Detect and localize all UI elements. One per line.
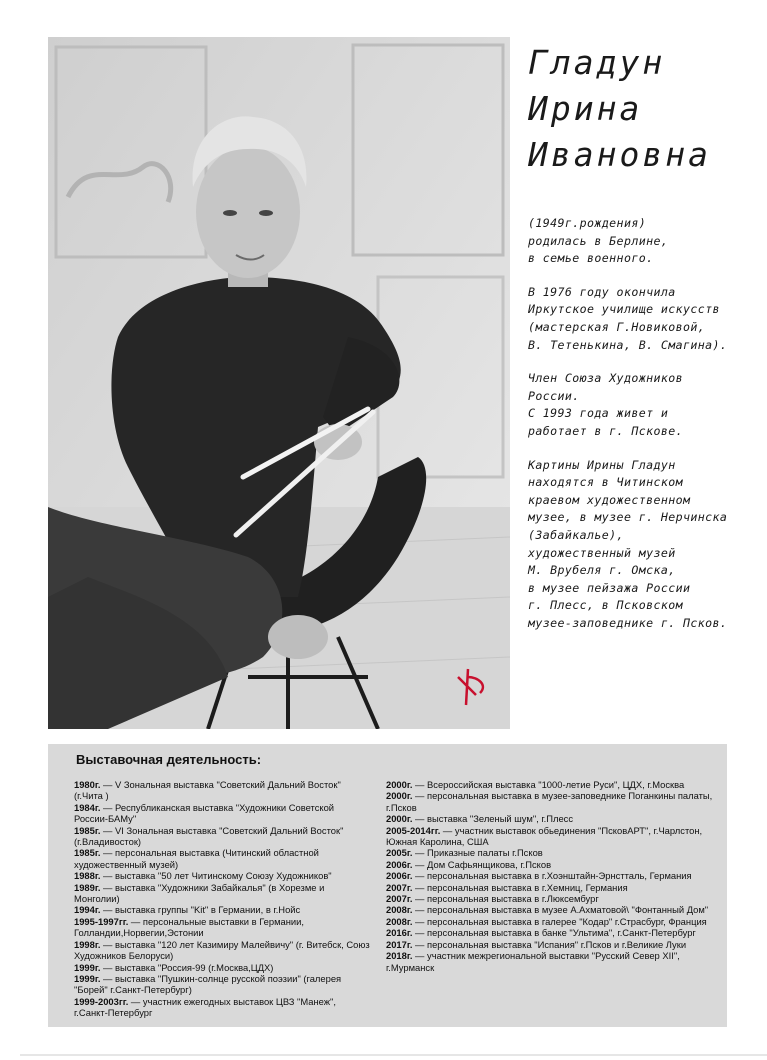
exhibition-entry [74, 973, 370, 996]
exhibition-entry [74, 939, 370, 962]
exhibition-year: 2000г. [386, 790, 413, 802]
bio-membership: Член Союза Художников России. С 1993 года живет и работает в г. Пскове. [528, 371, 683, 438]
exhibition-text: — выставка "120 лет Казимиру Малейвичу" (г. Витебск, Союз Художников Белоруси) [74, 938, 370, 962]
exhibitions-right-column [386, 779, 716, 973]
exhibition-text: — персональные выставки в Германии, Голландии,Норвегии,Эстонии [74, 915, 304, 939]
exhibition-text: — Дом Сафьянщикова, г.Псков [412, 858, 552, 870]
page-bottom-divider [20, 1054, 767, 1056]
exhibition-text: — Приказные палаты г.Псков [412, 847, 543, 859]
exhibition-text: — персональная выставка в г.Люксембург [412, 893, 599, 905]
exhibition-text: — выставка "Художники Забайкалья" (в Хорезме и Монголии) [74, 881, 325, 905]
exhibition-entry [386, 916, 716, 927]
exhibition-year: 2017г. [386, 938, 413, 950]
exhibition-entry [74, 962, 370, 973]
exhibition-text: — VI Зональная выставка "Советский Дальний Восток" (г.Владивосток) [74, 824, 344, 848]
exhibition-text: — Республиканская выставка "Художники Советской России-БАМу" [74, 801, 335, 825]
exhibition-text: — выставка "Пушкин-солнце русской поэзии" (галерея "Борей" г.Санкт-Петербург) [74, 972, 342, 996]
exhibition-entry [74, 916, 370, 939]
exhibition-text: — персональная выставка в г.Хоэнштайн-Эрнстталь, Германия [412, 870, 692, 882]
exhibition-entry [386, 870, 716, 881]
exhibition-year: 1999г. [74, 972, 101, 984]
exhibition-text: — участник выставок обьединения "ПсковАРТ", г.Чарлстон, Южная Каролина, США [386, 824, 703, 848]
exhibition-text: — персональная выставка "Испания" г.Псков и г.Великие Луки [412, 938, 687, 950]
exhibition-year: 1980г. [74, 779, 101, 790]
exhibition-entry [386, 779, 716, 790]
exhibition-entry [386, 950, 716, 973]
bio-birth: (1949г.рождения) родилась в Берлине, в семье военного. [528, 216, 669, 266]
exhibition-year: 2006г. [386, 858, 413, 870]
exhibition-text: — Всероссийская выставка "1000-летие Руси", ЦДХ, г.Москва [412, 779, 685, 790]
exhibitions-panel [48, 744, 727, 1027]
name-line-first: Ирина [528, 89, 643, 128]
exhibition-year: 2000г. [386, 779, 413, 790]
exhibition-year: 1989г. [74, 881, 101, 893]
exhibition-year: 1984г. [74, 801, 101, 813]
exhibition-year: 2007г. [386, 893, 413, 905]
exhibition-entry [386, 847, 716, 858]
exhibition-text: — участник межрегиональной выставки "Русский Север XII", г.Мурманск [386, 950, 680, 973]
exhibition-entry [74, 847, 370, 870]
exhibition-entry [74, 825, 370, 848]
exhibition-year: 1999-2003гг. [74, 995, 129, 1007]
exhibition-year: 2008г. [386, 915, 413, 927]
exhibition-text: — персональная выставка (Читинский областной художественный музей) [74, 847, 319, 870]
exhibition-year: 1998г. [74, 938, 101, 950]
bio-collections: Картины Ирины Гладун находятся в Читинском краевом художественном музее, в музее г. Нерчинска (Забайкалье), художественный музей М. Врубеля г. Омска, в музее пейзажа России г. Плесс, в Псковском музее-заповеднике г. Псков. [528, 457, 728, 630]
exhibition-entry [74, 904, 370, 915]
exhibition-year: 1988г. [74, 870, 101, 882]
exhibition-entry [386, 882, 716, 893]
exhibition-text: — выставка "Россия-99 (г.Москва,ЦДХ) [100, 961, 274, 973]
name-line-patronymic: Ивановна [528, 135, 711, 174]
exhibition-entry [74, 802, 370, 825]
exhibition-entry [74, 882, 370, 905]
exhibition-year: 2006г. [386, 870, 413, 882]
exhibition-entry [386, 939, 716, 950]
bio-education: В 1976 году окончила Иркутское училище искусств (мастерская Г.Новиковой, В. Тетенькина, В. Смагина). [528, 284, 728, 352]
exhibitions-title: Выставочная деятельность: [76, 752, 262, 767]
exhibition-entry [386, 813, 716, 824]
exhibition-entry [74, 996, 370, 1019]
exhibition-text: — персональная выставка в галерее "Кодар" г.Страсбург, Франция [412, 915, 707, 927]
exhibitions-left-column [74, 779, 370, 1019]
exhibition-text: — V Зональная выставка "Советский Дальний Восток" (г.Чита ) [74, 779, 341, 802]
exhibition-text: — персональная выставка в музее-заповеднике Поганкины палаты, г.Псков [386, 790, 713, 813]
exhibition-year: 1994г. [74, 904, 101, 916]
exhibition-text: — выставка "Зеленый шум", г.Плесс [412, 813, 574, 825]
exhibition-text: — персональная выставка в г.Хемниц, Германия [412, 881, 628, 893]
name-line-surname: Гладун [528, 43, 666, 82]
exhibition-year: 2005-2014гг. [386, 824, 441, 836]
exhibition-text: — выставка группы "Kit" в Германии, в г.Нойс [100, 904, 301, 916]
exhibition-year: 2005г. [386, 847, 413, 859]
exhibition-entry [386, 904, 716, 915]
exhibition-year: 1999г. [74, 961, 101, 973]
exhibition-entry [74, 779, 370, 802]
exhibition-year: 2007г. [386, 881, 413, 893]
portrait-photo [48, 37, 510, 729]
exhibition-entry [386, 927, 716, 938]
exhibition-text: — выставка "50 лет Читинскому Союзу Художников" [100, 870, 332, 882]
exhibition-year: 2008г. [386, 904, 413, 916]
biography [528, 215, 760, 648]
exhibition-text: — персональная выставка в музее А.Ахматовой\ "Фонтанный Дом" [412, 904, 709, 916]
exhibition-year: 1985г. [74, 824, 101, 836]
exhibition-entry [74, 870, 370, 881]
exhibition-text: — персональная выставка в банке "Ультима", г.Санкт-Петербург [412, 927, 696, 939]
exhibition-year: 1995-1997гг. [74, 915, 129, 927]
exhibition-text: — участник ежегодных выставок ЦВЗ "Манеж", г.Санкт-Петербург [74, 995, 336, 1019]
exhibition-entry [386, 825, 716, 848]
exhibition-year: 2016г. [386, 927, 413, 939]
exhibition-entry [386, 790, 716, 813]
exhibition-year: 1985г. [74, 847, 101, 859]
exhibition-year: 2000г. [386, 813, 413, 825]
exhibition-year: 2018г. [386, 950, 413, 962]
exhibition-entry [386, 859, 716, 870]
artist-name [528, 40, 758, 178]
exhibition-entry [386, 893, 716, 904]
